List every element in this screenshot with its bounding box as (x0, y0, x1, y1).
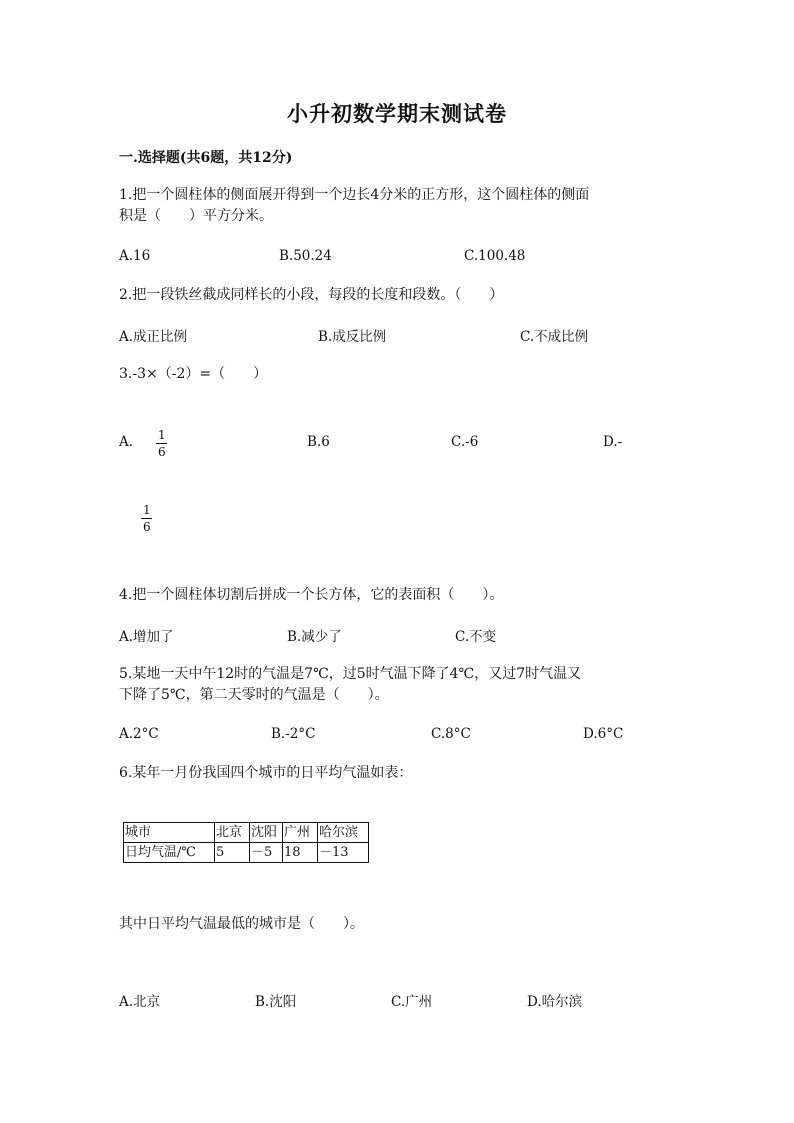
section-heading: 一.选择题(共6题，共12分) (119, 150, 293, 166)
question-6-option-a: A.北京 (119, 994, 161, 1010)
table-cell: 哈尔滨 (318, 823, 369, 843)
table-cell: －5 (250, 843, 283, 863)
question-6-prompt: 其中日平均气温最低的城市是（ ）。 (119, 916, 364, 932)
question-2-option-a: A.成正比例 (119, 329, 188, 345)
fraction-bar (141, 518, 152, 519)
fraction-numerator: 1 (143, 503, 151, 517)
table-cell: 日均气温/℃ (124, 843, 215, 863)
question-2-option-b: B.成反比例 (318, 329, 387, 345)
question-1-line-2: 积是（ ）平方分米。 (119, 208, 273, 224)
table-cell: 5 (215, 843, 250, 863)
question-2-text: 2.把一段铁丝截成同样长的小段，每段的长度和段数。（ ） (119, 287, 504, 303)
question-2-option-c: C.不成比例 (520, 329, 589, 345)
table-row (124, 843, 369, 863)
question-1-option-c: C.100.48 (464, 248, 526, 264)
question-1-line-1: 1.把一个圆柱体的侧面展开得到一个边长4分米的正方形，这个圆柱体的侧面 (119, 187, 590, 203)
question-4-option-b: B.减少了 (287, 629, 342, 645)
question-5-option-c: C.8°C (431, 726, 471, 742)
page-title: 小升初数学期末测试卷 (287, 101, 507, 126)
table-header-row (124, 823, 369, 843)
question-1-option-a: A.16 (119, 248, 151, 264)
question-4-option-a: A.增加了 (119, 629, 174, 645)
question-5-option-d: D.6°C (583, 726, 624, 742)
table-cell: 北京 (215, 823, 250, 843)
temperature-table (123, 822, 369, 863)
fraction-numerator: 1 (158, 428, 166, 442)
table-cell: －13 (318, 843, 369, 863)
question-3-option-d-fraction (141, 503, 153, 534)
question-3-option-a-fraction (156, 428, 168, 459)
fraction-denominator: 6 (158, 445, 166, 459)
question-1-option-b: B.50.24 (279, 248, 332, 264)
question-5-option-b: B.-2°C (271, 726, 316, 742)
question-3-option-b: B.6 (307, 434, 330, 450)
question-4-text: 4.把一个圆柱体切割后拼成一个长方体，它的表面积（ ）。 (119, 587, 504, 603)
fraction-denominator: 6 (143, 520, 151, 534)
question-5-option-a: A.2°C (119, 726, 159, 742)
fraction-bar (156, 443, 167, 444)
question-3-option-c: C.-6 (451, 434, 479, 450)
table-cell: 广州 (283, 823, 318, 843)
table-cell: 沈阳 (250, 823, 283, 843)
question-5-line-1: 5.某地一天中午12时的气温是7℃，过5时气温下降了4℃，又过7时气温又 (119, 666, 582, 682)
question-3-text: 3.-3×（-2）=（ ） (119, 366, 268, 382)
question-5-line-2: 下降了5℃，第二天零时的气温是（ ）。 (119, 687, 389, 703)
question-6-text: 6.某年一月份我国四个城市的日平均气温如表： (119, 765, 413, 781)
question-6-option-b: B.沈阳 (255, 994, 297, 1010)
table-cell: 18 (283, 843, 318, 863)
question-3-option-a-label: A. (119, 434, 134, 450)
question-6-option-c: C.广州 (391, 994, 433, 1010)
question-3-option-d-label: D.- (603, 434, 623, 450)
question-6-option-d: D.哈尔滨 (527, 994, 583, 1010)
question-4-option-c: C.不变 (455, 629, 497, 645)
table-cell: 城市 (124, 823, 215, 843)
